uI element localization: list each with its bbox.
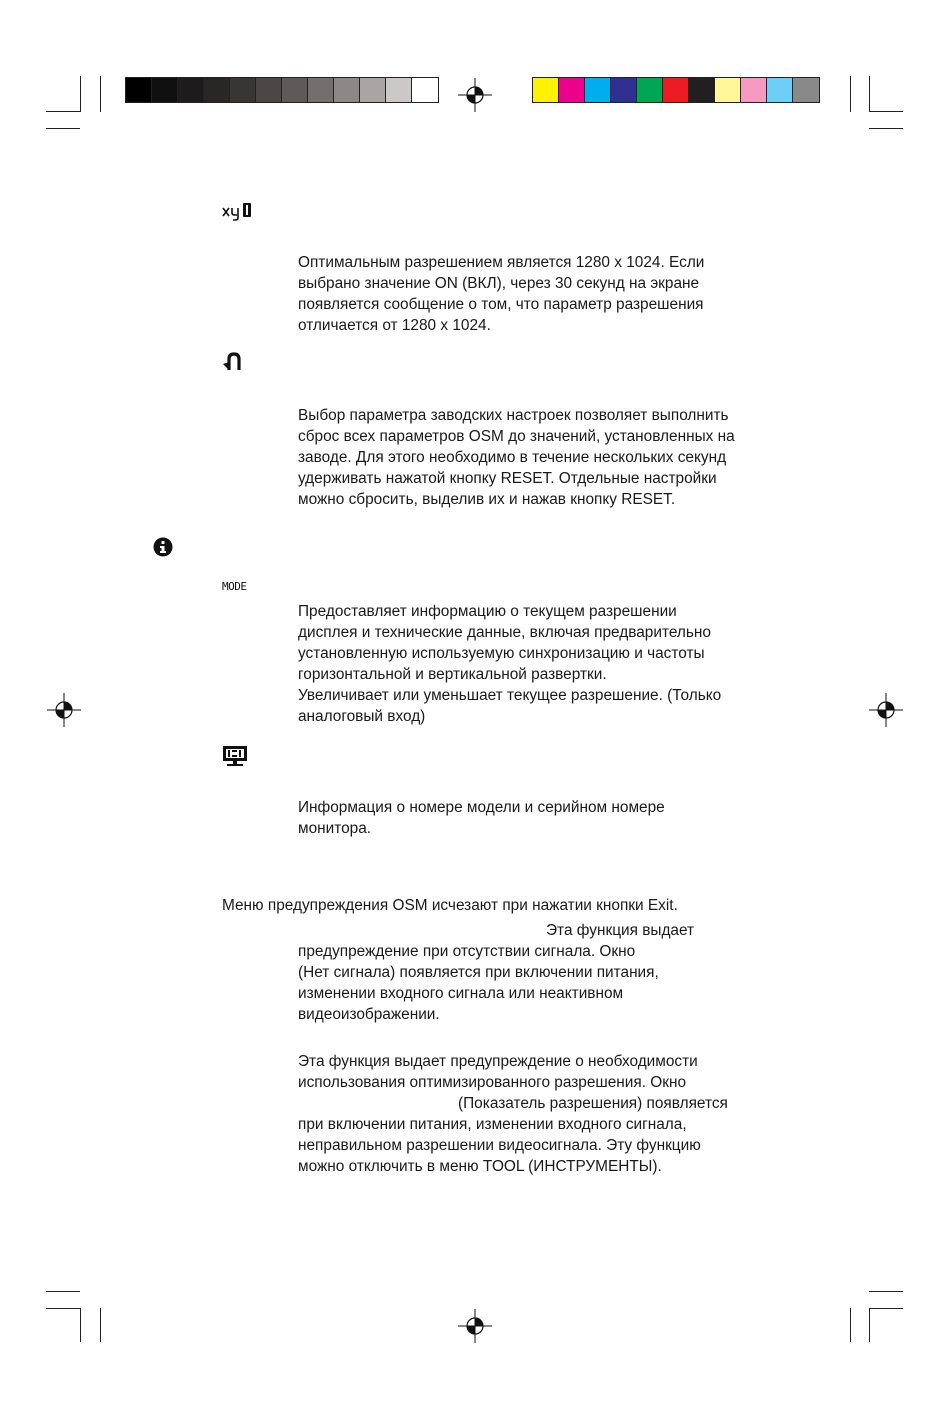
monitor-info-icon bbox=[222, 745, 248, 769]
process-color-swatch bbox=[715, 78, 741, 102]
process-color-swatch bbox=[767, 78, 793, 102]
grayscale-swatch bbox=[256, 78, 282, 102]
text-line: горизонтальной и вертикальной развертки. bbox=[298, 666, 607, 683]
process-color-bar bbox=[532, 77, 820, 103]
display-mode-text bbox=[298, 601, 818, 727]
text-line: Предоставляет информацию о текущем разрешении bbox=[298, 603, 677, 620]
registration-mark-left bbox=[47, 693, 81, 727]
registration-mark-top bbox=[458, 78, 492, 112]
grayscale-swatch bbox=[152, 78, 178, 102]
text-line: монитора. bbox=[298, 820, 372, 837]
grayscale-swatch bbox=[282, 78, 308, 102]
process-color-swatch bbox=[663, 78, 689, 102]
text-line: удерживать нажатой кнопку RESET. Отдельные настройки bbox=[298, 470, 717, 487]
text-line: видеоизображении. bbox=[298, 1006, 440, 1023]
text-line: предупреждение при отсутствии сигнала. Окно bbox=[298, 943, 636, 960]
factory-preset-return-icon bbox=[222, 352, 246, 372]
no-signal-text bbox=[298, 941, 818, 1025]
info-circle-icon bbox=[153, 537, 173, 557]
text-line: появляется сообщение о том, что параметр разрешения bbox=[298, 296, 704, 313]
text-line: Выбор параметра заводских настроек позволяет выполнить bbox=[298, 407, 729, 424]
process-color-swatch bbox=[689, 78, 715, 102]
grayscale-swatch bbox=[230, 78, 256, 102]
process-color-swatch bbox=[793, 78, 819, 102]
text-line: Оптимальным разрешением является 1280 x 1024. Если bbox=[298, 254, 705, 271]
process-color-swatch bbox=[741, 78, 767, 102]
text-line: аналоговый вход) bbox=[298, 708, 426, 725]
text-line: выбрано значение ON (ВКЛ), через 30 секунд на экране bbox=[298, 275, 700, 292]
text-line: (Нет сигнала) появляется при включении питания, bbox=[298, 964, 659, 981]
xy-resolution-notifier-icon bbox=[222, 201, 254, 221]
grayscale-color-bar bbox=[125, 77, 439, 103]
no-signal-lead: Эта функция выдает bbox=[546, 922, 695, 939]
registration-mark-right bbox=[869, 693, 903, 727]
process-color-swatch bbox=[533, 78, 559, 102]
process-color-swatch bbox=[559, 78, 585, 102]
display-mode-label-icon: MODE bbox=[222, 580, 247, 593]
monitor-info-text bbox=[298, 797, 818, 839]
factory-preset-text bbox=[298, 405, 818, 510]
grayscale-swatch bbox=[334, 78, 360, 102]
text-line: заводе. Для этого необходимо в течение нескольких секунд bbox=[298, 449, 727, 466]
grayscale-swatch bbox=[204, 78, 230, 102]
grayscale-swatch bbox=[360, 78, 386, 102]
text-line: сброс всех параметров OSM до значений, установленных на bbox=[298, 428, 735, 445]
grayscale-swatch bbox=[386, 78, 412, 102]
text-line: можно сбросить, выделив их и нажав кнопку RESET. bbox=[298, 491, 676, 508]
text-line: (Показатель разрешения) появляется bbox=[458, 1095, 728, 1112]
grayscale-swatch bbox=[126, 78, 152, 102]
text-line: отличается от 1280 x 1024. bbox=[298, 317, 491, 334]
text-line: дисплея и технические данные, включая предварительно bbox=[298, 624, 711, 641]
osm-warning-intro: Меню предупреждения OSM исчезают при нажатии кнопки Exit. bbox=[222, 897, 678, 914]
text-line: при включении питания, изменении входного сигнала, bbox=[298, 1116, 687, 1133]
process-color-swatch bbox=[611, 78, 637, 102]
text-line: Эта функция выдает предупреждение о необходимости bbox=[298, 1053, 698, 1070]
grayscale-swatch bbox=[412, 78, 438, 102]
text-line: Информация о номере модели и серийном номере bbox=[298, 799, 665, 816]
text-line: использования оптимизированного разрешения. Окно bbox=[298, 1074, 687, 1091]
grayscale-swatch bbox=[308, 78, 334, 102]
text-line: изменении входного сигнала или неактивном bbox=[298, 985, 624, 1002]
process-color-swatch bbox=[637, 78, 663, 102]
resolution-indicator-text bbox=[298, 1051, 818, 1177]
text-line: установленную используемую синхронизацию и частоты bbox=[298, 645, 705, 662]
text-line: можно отключить в меню TOOL (ИНСТРУМЕНТЫ). bbox=[298, 1158, 662, 1175]
grayscale-swatch bbox=[178, 78, 204, 102]
text-line: Увеличивает или уменьшает текущее разрешение. (Только bbox=[298, 687, 722, 704]
registration-mark-bottom bbox=[458, 1309, 492, 1343]
text-line: неправильном разрешении видеосигнала. Эту функцию bbox=[298, 1137, 701, 1154]
resolution-notifier-text bbox=[298, 252, 818, 336]
process-color-swatch bbox=[585, 78, 611, 102]
